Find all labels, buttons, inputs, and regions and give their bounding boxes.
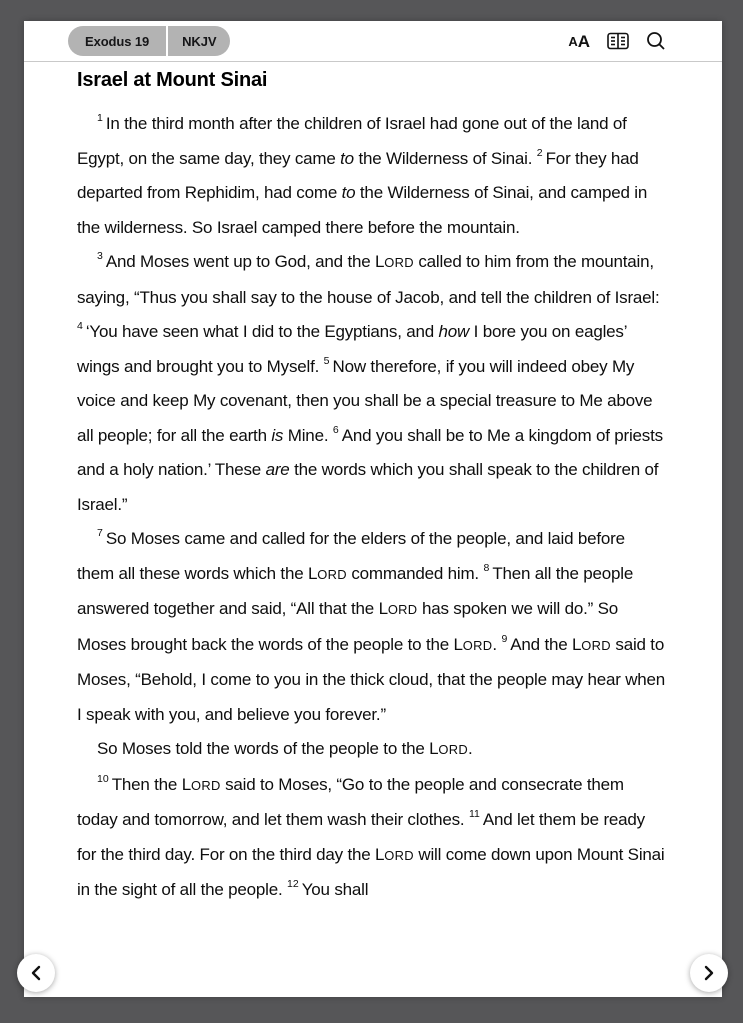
verse-number: 11 <box>468 808 480 821</box>
divine-name-smallcaps: LORD <box>378 599 418 618</box>
verse-text: said to Moses, “Behold, I come to you in the thick cloud, that the people may hear when I speak with you, and believe you forever.” <box>77 634 666 724</box>
version-button[interactable]: NKJV <box>168 26 230 56</box>
verse-text: . <box>492 634 502 654</box>
italic-text: to <box>340 148 354 168</box>
next-chapter-button[interactable] <box>690 954 728 992</box>
verse-text: And the <box>510 634 573 654</box>
verse-text: And let them be ready for the third day. For on the third day the <box>77 810 645 864</box>
divine-name-smallcaps: LORD <box>181 774 221 794</box>
verse-text: called to him from the mountain, saying, “Thus you shall say to the house of Jacob, and tell the children of Israel: <box>77 252 660 307</box>
divine-name-smallcaps: LORD <box>453 634 493 654</box>
chevron-right-icon <box>703 965 715 981</box>
reader-header <box>24 21 722 62</box>
divine-name-smallcaps: LORD <box>307 563 347 583</box>
verse-number: 9 <box>501 632 508 645</box>
verse-text: For they had departed from Rephidim, had come <box>77 148 639 202</box>
verse-text: Now therefore, if you will indeed obey My voice and keep My covenant, then you shall be a special treasure to Me above all people; for all the earth <box>77 356 653 445</box>
verse-text: And you shall be to Me a kingdom of priests and a holy nation.’ These <box>77 425 663 479</box>
verse-number: 4 <box>77 320 83 333</box>
divine-name-smallcaps: LORD <box>375 252 414 271</box>
verse-number: 1 <box>97 112 103 125</box>
verse-text: Mine. <box>283 425 333 445</box>
search-icon <box>646 31 666 51</box>
divine-name-smallcaps: LORD <box>572 634 611 654</box>
verse-text: said to Moses, “Go to the people and consecrate them today and tomorrow, and let them wash their clothes. <box>77 774 624 829</box>
font-size-icon: A <box>568 33 578 49</box>
verse-number: 8 <box>483 561 490 574</box>
verse-number: 6 <box>332 423 339 436</box>
divine-name-smallcaps: LORD <box>375 844 414 864</box>
header-icons <box>568 31 666 51</box>
reader-card <box>24 21 722 997</box>
verse-text: the words which you shall speak to the children of Israel.” <box>77 460 659 514</box>
font-size-icon: A <box>577 31 590 51</box>
italic-text: are <box>265 460 290 479</box>
verse-number: 3 <box>97 250 103 263</box>
verse-text: You shall <box>301 880 369 899</box>
verse-text: commanded him. <box>346 563 484 583</box>
search-button[interactable] <box>646 31 666 51</box>
paragraph <box>77 107 666 245</box>
verse-text: . <box>468 739 473 758</box>
verse-text: has spoken we will do.” So Moses brought back the words of the people to the <box>77 599 619 654</box>
font-settings-button[interactable] <box>568 33 590 50</box>
reference-pill-group <box>68 26 230 56</box>
section-title: Israel at Mount Sinai <box>77 69 268 91</box>
verse-number: 12 <box>287 878 299 891</box>
book-chapter-button[interactable]: Exodus 19 <box>68 26 166 56</box>
italic-text: to <box>341 183 356 202</box>
scripture-text <box>77 107 666 908</box>
paragraph <box>77 245 666 522</box>
verse-text: ‘You have seen what I did to the Egyptians, and <box>85 322 439 341</box>
paragraph <box>77 768 666 908</box>
verse-text: So Moses came and called for the elders of the people, and laid before them all these words which the <box>77 529 625 583</box>
verse-number: 5 <box>323 354 330 367</box>
verse-number: 10 <box>97 772 109 785</box>
reader-book-icon <box>607 32 629 50</box>
verse-text: the Wilderness of Sinai. <box>353 148 537 168</box>
italic-text: is <box>271 425 284 445</box>
verse-text: the Wilderness of Sinai, and camped in the wilderness. So Israel camped there before the mountain. <box>77 183 648 237</box>
italic-text: how <box>438 322 470 341</box>
divine-name-smallcaps: LORD <box>429 739 469 758</box>
verse-text: In the third month after the children of Israel had gone out of the land of Egypt, on the same day, they came <box>77 114 627 168</box>
verse-text: will come down upon Mount Sinai in the sight of all the people. <box>77 844 665 899</box>
previous-chapter-button[interactable] <box>17 954 55 992</box>
verse-number: 2 <box>536 146 543 159</box>
paragraph <box>77 732 666 768</box>
verse-number: 7 <box>97 527 103 540</box>
reader-content <box>24 62 722 908</box>
verse-text: Then all the people answered together and said, “All that the <box>77 563 634 618</box>
chevron-left-icon <box>30 965 42 981</box>
verse-text: And Moses went up to God, and the <box>105 252 375 271</box>
verse-text: Then the <box>111 774 182 794</box>
paragraph <box>77 522 666 732</box>
verse-text: So Moses told the words of the people to the <box>97 739 430 758</box>
verse-text: I bore you on eagles’ wings and brought you to Myself. <box>77 322 627 376</box>
reader-book-button[interactable] <box>607 32 629 50</box>
